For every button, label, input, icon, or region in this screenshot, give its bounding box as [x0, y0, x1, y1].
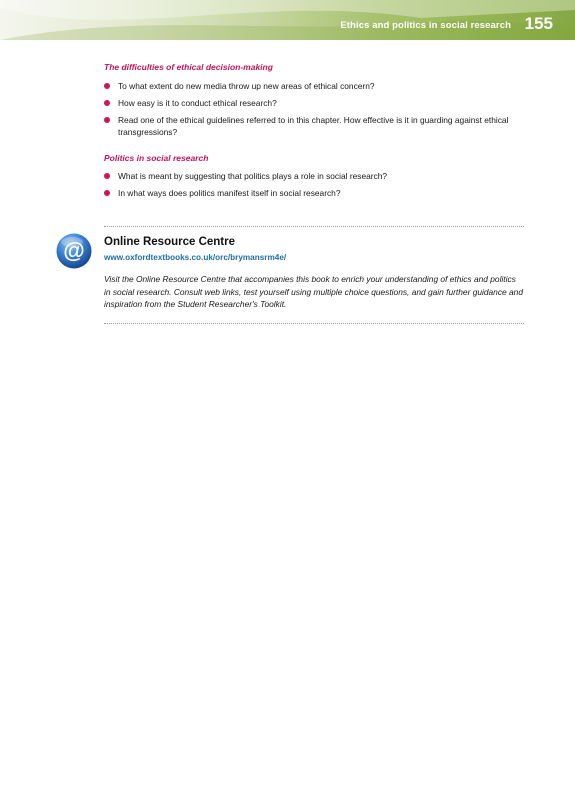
bullet-icon [104, 190, 110, 196]
page-number: 155 [524, 14, 553, 33]
section-heading-ethical-decision-making: The difficulties of ethical decision-making [104, 62, 273, 72]
list-item-text: In what ways does politics manifest itself in social research? [118, 188, 341, 198]
list-item-text: How easy is it to conduct ethical research? [118, 98, 277, 108]
online-resource-title: Online Resource Centre [104, 236, 236, 248]
divider-top [104, 226, 524, 227]
page-header [0, 0, 575, 40]
list-item [104, 97, 524, 109]
at-sign-icon [55, 232, 93, 270]
online-resource-description: Visit the Online Resource Centre that accompanies this book to enrich your understanding of ethics and politics in social research. Consult web links, test yourself using multiple choice questions, and gain further guidance and inspiration from the Student Researcher's Toolkit. [104, 274, 523, 309]
list-item-text: Read one of the ethical guidelines referred to in this chapter. How effective is it in guarding against ethical transgressions? [118, 115, 509, 137]
bullet-icon [104, 83, 110, 89]
bullet-icon [104, 117, 110, 123]
list-item-text: What is meant by suggesting that politics plays a role in social research? [118, 171, 388, 181]
question-list-ethical-decision-making [104, 80, 524, 143]
list-item-text: To what extent do new media throw up new areas of ethical concern? [118, 81, 375, 91]
list-item [104, 170, 524, 182]
running-head-title: Ethics and politics in social research [340, 20, 511, 31]
bullet-icon [104, 173, 110, 179]
bullet-icon [104, 100, 110, 106]
list-item [104, 114, 524, 138]
section-heading-politics: Politics in social research [104, 153, 209, 163]
list-item [104, 80, 524, 92]
svg-text:@: @ [63, 238, 85, 263]
online-resource-link[interactable]: www.oxfordtextbooks.co.uk/orc/brymansrm4e/ [104, 253, 287, 262]
divider-bottom [104, 323, 524, 324]
question-list-politics [104, 170, 524, 204]
list-item [104, 187, 524, 199]
